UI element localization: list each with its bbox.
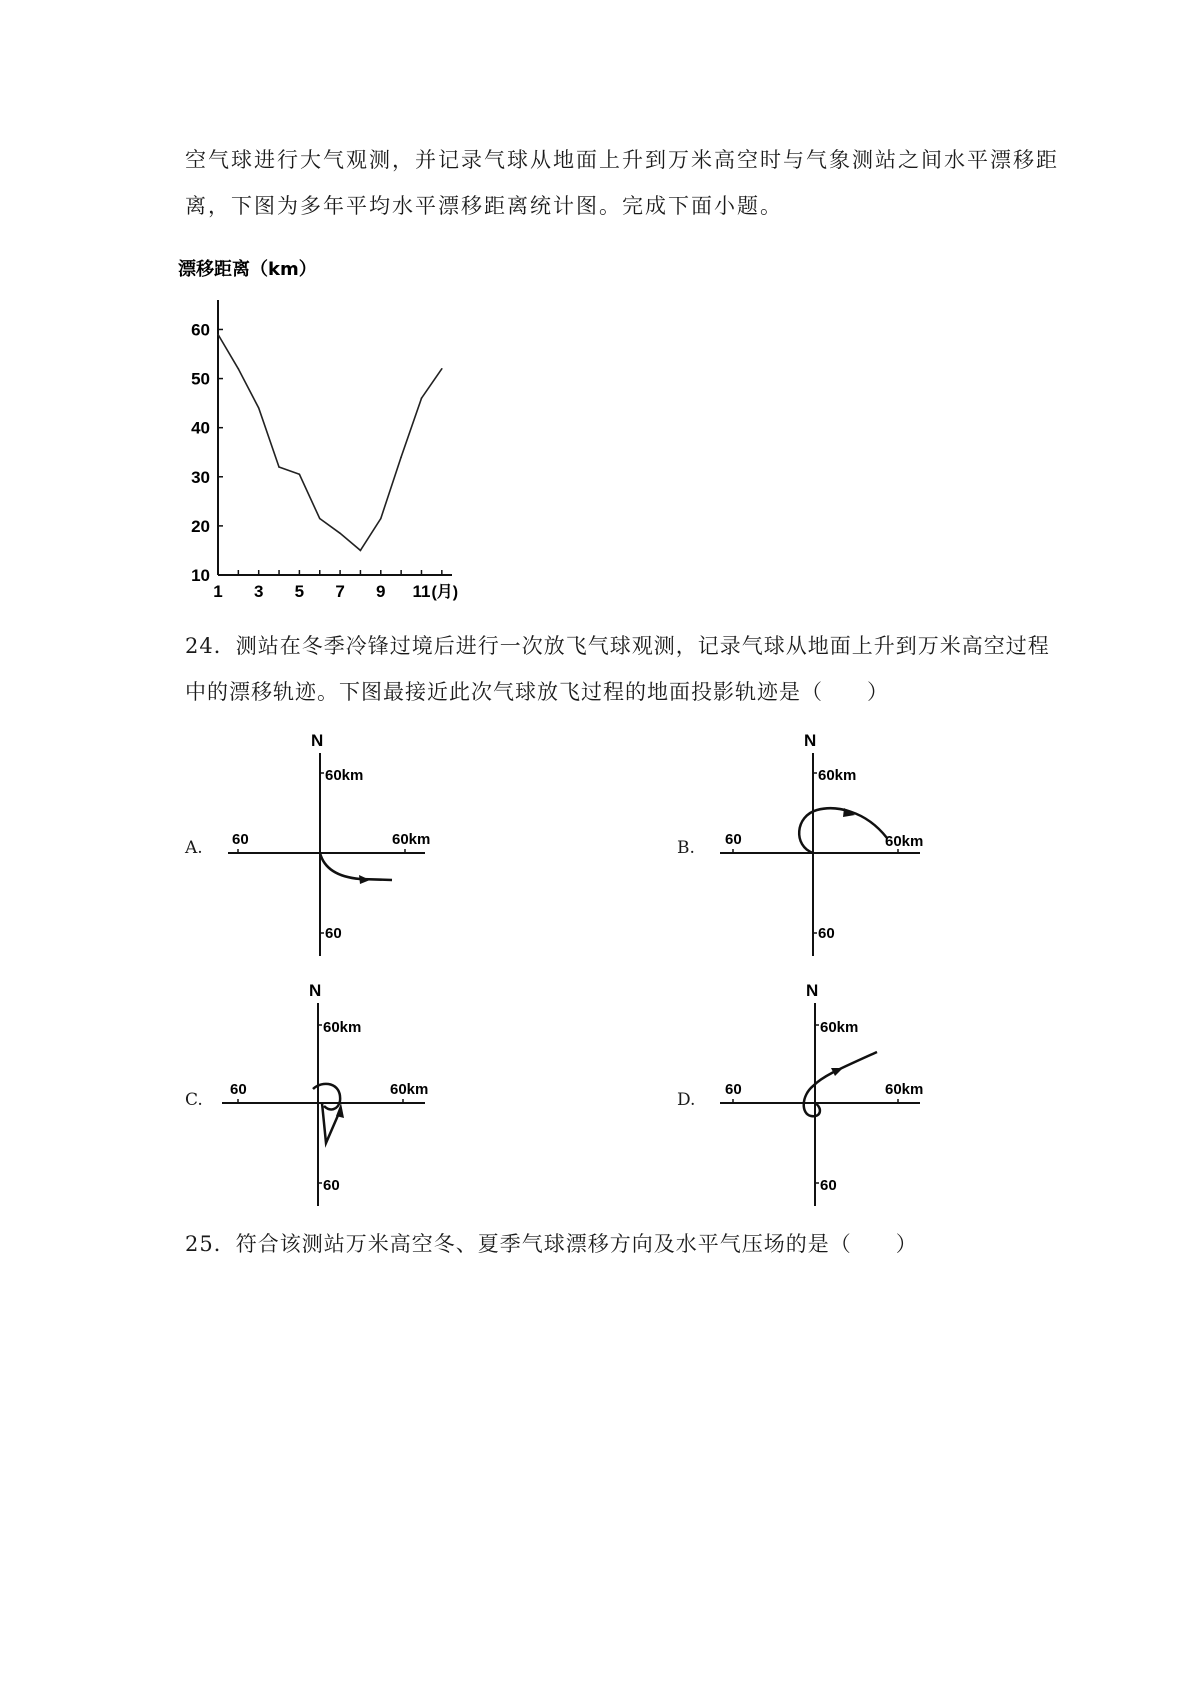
chart-data-point — [319, 518, 321, 520]
option-c-right-label: 60km — [390, 1081, 429, 1098]
chart-y-tick-label: 60 — [191, 320, 210, 340]
drift-distance-chart — [170, 255, 460, 615]
chart-y-tick-label: 40 — [191, 418, 210, 438]
q24-line-2: 中的漂移轨迹。下图最接近此次气球放飞过程的地面投影轨迹是（ ） — [185, 680, 889, 704]
option-b-diagram — [705, 728, 935, 958]
option-a-arrow-icon — [359, 875, 370, 884]
chart-x-tick-label: 5 — [294, 582, 305, 601]
chart-data-point — [400, 456, 402, 458]
option-a-diagram — [210, 728, 440, 958]
chart-xlabel: (月) — [431, 584, 459, 601]
option-c-diagram — [210, 978, 440, 1208]
chart-data-point — [258, 407, 260, 409]
intro-line-1: 空气球进行大气观测，并记录气球从地面上升到万米高空时与气象测站之间水平漂移距 — [185, 148, 1059, 172]
option-a-north-label: N — [311, 731, 324, 750]
option-b-right-label: 60km — [885, 833, 924, 850]
chart-data-point — [217, 334, 219, 336]
chart-data-point — [299, 474, 301, 476]
option-b-north-label: N — [804, 731, 817, 750]
chart-data-point — [441, 368, 443, 370]
chart-x-tick-label: 7 — [335, 582, 345, 601]
chart-data-point — [278, 466, 280, 468]
chart-x-tick-label: 11 — [412, 582, 431, 601]
option-d-right-label: 60km — [885, 1081, 924, 1098]
chart-data-point — [360, 550, 362, 552]
chart-y-tick-label: 10 — [191, 566, 210, 585]
chart-data-point — [339, 532, 341, 534]
chart-x-tick-label: 1 — [213, 582, 223, 601]
chart-data-point — [238, 368, 240, 370]
option-c-label: C. — [185, 1090, 203, 1110]
chart-x-tick-label: 3 — [253, 582, 264, 601]
option-c-top-label: 60km — [323, 1019, 362, 1036]
chart-ylabel: 漂移距离（km） — [178, 259, 317, 280]
chart-x-tick-label: 9 — [376, 582, 386, 601]
q24-line-1: 24．测站在冬季冷锋过境后进行一次放飞气球观测，记录气球从地面上升到万米高空过程 — [185, 634, 1050, 658]
q25-line-1: 25．符合该测站万米高空冬、夏季气球漂移方向及水平气压场的是（ ） — [185, 1232, 918, 1256]
intro-line-2: 离，下图为多年平均水平漂移距离统计图。完成下面小题。 — [185, 194, 783, 218]
option-b-label: B. — [677, 838, 695, 858]
option-a-right-label: 60km — [392, 831, 431, 848]
option-b-left-label: 60 — [725, 831, 742, 848]
option-a-bottom-label: 60 — [325, 925, 342, 942]
option-a-left-label: 60 — [232, 831, 249, 848]
option-d-left-label: 60 — [725, 1081, 742, 1098]
chart-y-tick-label: 30 — [191, 467, 210, 487]
chart-data-point — [380, 518, 382, 520]
option-b-bottom-label: 60 — [818, 925, 835, 942]
option-d-diagram — [705, 978, 935, 1208]
option-a-label: A. — [185, 838, 203, 858]
option-c-bottom-label: 60 — [323, 1177, 340, 1194]
chart-y-tick-label: 20 — [191, 516, 210, 536]
option-a-trajectory — [320, 853, 392, 880]
option-d-label: D. — [677, 1090, 696, 1110]
chart-series-line — [218, 334, 442, 550]
option-b-top-label: 60km — [818, 767, 857, 784]
option-c-north-label: N — [309, 981, 322, 1000]
option-c-left-label: 60 — [230, 1081, 247, 1098]
option-d-bottom-label: 60 — [820, 1177, 837, 1194]
option-d-north-label: N — [806, 981, 819, 1000]
option-d-top-label: 60km — [820, 1019, 859, 1036]
chart-data-point — [421, 397, 423, 399]
option-a-top-label: 60km — [325, 767, 364, 784]
chart-y-tick-label: 50 — [191, 369, 210, 389]
